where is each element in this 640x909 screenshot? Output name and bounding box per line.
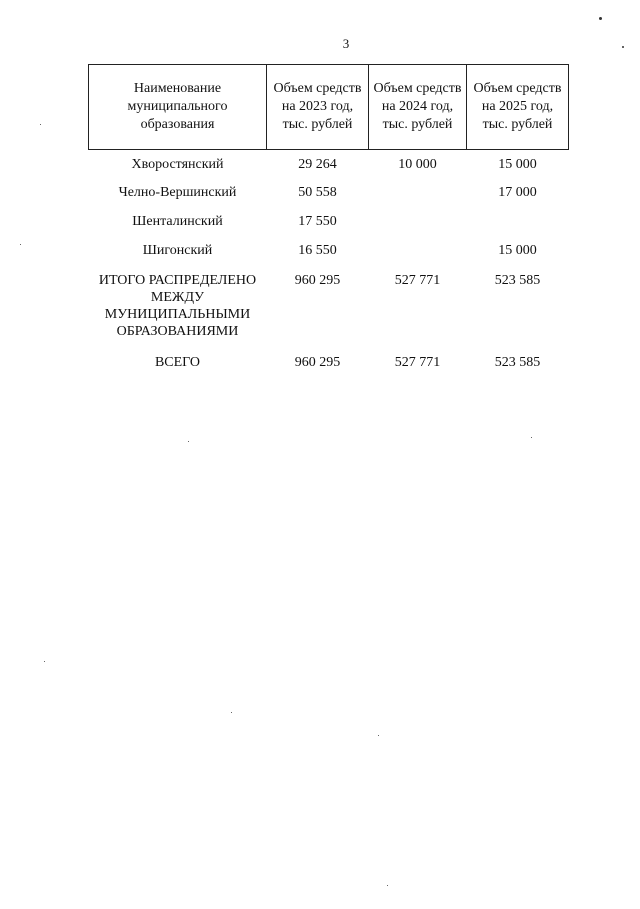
- scan-speck: [599, 17, 602, 20]
- municipality-name: Челно-Вершинский: [118, 184, 237, 200]
- table-header-row: [89, 65, 569, 150]
- grand-total-row: [89, 350, 569, 371]
- scan-speck: [622, 46, 624, 48]
- municipality-name: Шенталинский: [132, 213, 223, 229]
- total-2024: 527 771: [394, 272, 441, 288]
- value-2024: 10 000: [398, 157, 437, 172]
- value-2024: [369, 237, 467, 266]
- scan-speck: [231, 712, 232, 713]
- allocation-table: [88, 64, 569, 371]
- total-distributed-label: ИТОГО РАСПРЕДЕЛЕНО МЕЖДУ МУНИЦИПАЛЬНЫМИ ОБРАЗОВАНИЯМИ: [98, 272, 257, 339]
- value-2023: 50 558: [298, 184, 337, 200]
- grand-total-label: ВСЕГО: [154, 354, 201, 370]
- header-2025: Объем средств на 2025 год, тыс. рублей: [467, 65, 569, 150]
- scan-speck: [188, 441, 189, 442]
- total-distributed-row: [89, 266, 569, 350]
- value-2024: [369, 208, 467, 237]
- table-row: [89, 237, 569, 266]
- scan-speck: [20, 244, 21, 245]
- scan-speck: [387, 885, 388, 886]
- allocation-table-container: [88, 64, 568, 371]
- value-2023: 29 264: [298, 157, 337, 172]
- table-row: [89, 150, 569, 179]
- municipality-name: Хворостянский: [131, 157, 224, 172]
- municipality-name: Шигонский: [142, 242, 213, 258]
- total-2025: 523 585: [494, 272, 541, 288]
- header-2024: Объем средств на 2024 год, тыс. рублей: [369, 65, 467, 150]
- scan-speck: [378, 735, 379, 736]
- header-municipality: Наименование муниципального образования: [89, 65, 267, 150]
- page-number: 3: [342, 36, 350, 51]
- value-2023: 16 550: [298, 242, 337, 258]
- scan-speck: [44, 661, 45, 662]
- scan-speck: [531, 437, 532, 438]
- value-2025: [467, 208, 569, 237]
- grand-total-2024: 527 771: [394, 354, 441, 370]
- value-2024: [369, 179, 467, 208]
- table-row: [89, 208, 569, 237]
- value-2025: 15 000: [498, 157, 537, 172]
- scan-speck: [40, 124, 41, 125]
- total-2023: 960 295: [294, 272, 341, 288]
- value-2023: 17 550: [298, 213, 337, 229]
- value-2025: 15 000: [498, 242, 537, 258]
- grand-total-2023: 960 295: [294, 354, 341, 370]
- grand-total-2025: 523 585: [494, 354, 541, 370]
- table-row: [89, 179, 569, 208]
- value-2025: 17 000: [498, 184, 537, 200]
- header-2023: Объем средств на 2023 год, тыс. рублей: [267, 65, 369, 150]
